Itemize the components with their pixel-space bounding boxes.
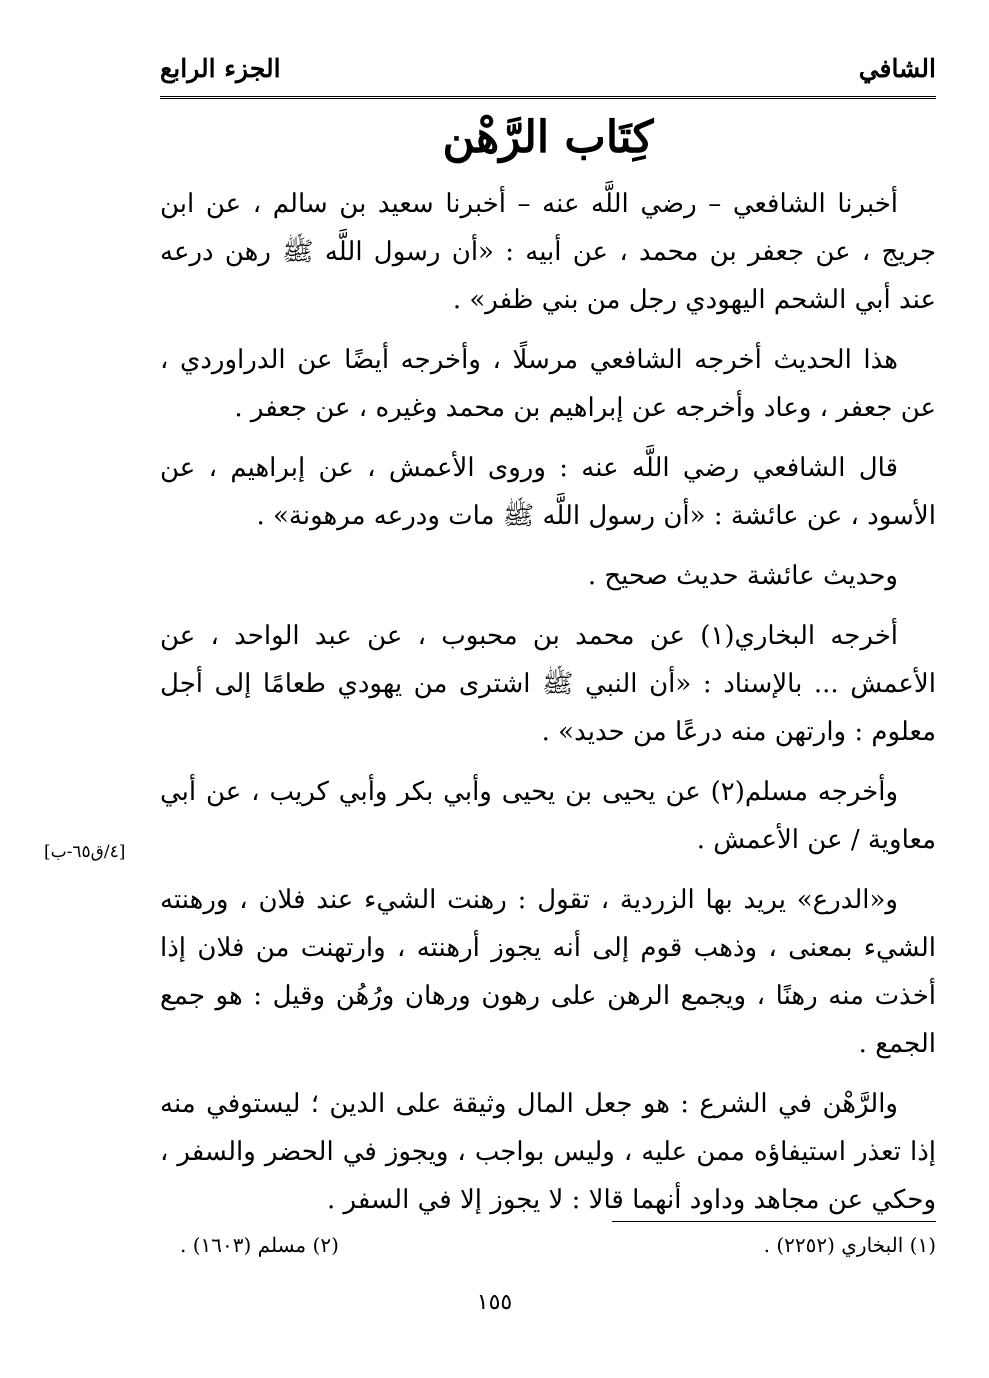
paragraph: وحديث عائشة حديث صحيح . [587, 561, 898, 591]
paragraph: وأخرجه مسلم(٢) عن يحيى بن يحيى وأبي بكر وأبي كريب ، عن أبي معاوية / عن الأعمش . [160, 777, 936, 855]
paragraph: و«الدرع» يريد بها الزردية ، تقول : رهنت الشيء عند فلان ، ورهنته الشيء بمعنى ، وذهب قوم إلى أنه يجوز أرهنته ، وارتهنت من فلان إذا أخذت منه رهنًا ، ويجمع الرهن على رهون ورهان ورُهُن وقيل : هو جمع الجمع . [160, 885, 936, 1059]
paragraph: هذا الحديث أخرجه الشافعي مرسلًا ، وأخرجه أيضًا عن الدراوردي ، عن جعفر ، وعاد وأخرجه عن إبراهيم بن محمد وغيره ، عن جعفر . [160, 345, 936, 423]
manuscript-folio-note: [٤/ق٦٥-ب] [44, 842, 126, 862]
paragraph: أخرجه البخاري(١) عن محمد بن محبوب ، عن عبد الواحد ، عن الأعمش ... بالإسناد : «أن النبي ﷺ اشترى من يهودي طعامًا إلى أجل معلوم : وارتهن منه درعًا من حديد» . [160, 621, 936, 747]
running-header [160, 42, 936, 99]
paragraph: والرَّهْن في الشرع : هو جعل المال وثيقة على الدين ؛ ليستوفي منه إذا تعذر استيفاؤه ممن عليه ، وليس بواجب ، ويجوز في الحضر والسفر ، وحكي عن مجاهد وداود أنهما قالا : لا يجوز إلا في السفر . [160, 1089, 936, 1215]
book-title: الشافي [858, 54, 936, 83]
footnote-2: (٢) مسلم (١٦٠٣) . [180, 1233, 339, 1257]
paragraph: قال الشافعي رضي اللَّه عنه : وروى الأعمش ، عن إبراهيم ، عن الأسود ، عن عائشة : «أن رسول اللَّه ﷺ مات ودرعه مرهونة» . [160, 453, 936, 531]
footnote-separator [612, 1221, 936, 1222]
chapter-title: كِتَاب الرَّهْن [442, 112, 654, 163]
page-number: ١٥٥ [476, 1290, 513, 1315]
footnote-1: (١) البخاري (٢٢٥٢) . [763, 1233, 936, 1257]
paragraph: أخبرنا الشافعي – رضي اللَّه عنه – أخبرنا سعيد بن سالم ، عن ابن جريج ، عن جعفر بن محمد ، عن أبيه : «أن رسول اللَّه ﷺ رهن درعه عند أبي الشحم اليهودي رجل من بني ظفر» . [160, 189, 936, 315]
volume-label: الجزء الرابع [160, 54, 281, 83]
main-text [160, 180, 936, 1236]
